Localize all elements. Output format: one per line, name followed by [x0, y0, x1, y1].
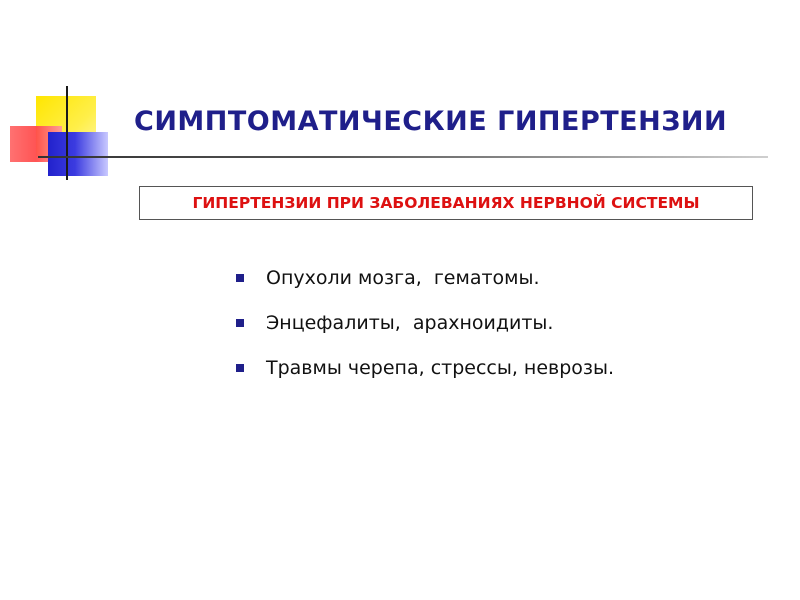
- slide-title: СИМПТОМАТИЧЕСКИЕ ГИПЕРТЕНЗИИ: [134, 106, 728, 137]
- vertical-rule: [66, 86, 68, 180]
- bullet-text: Травмы черепа, стрессы, неврозы.: [266, 357, 615, 379]
- color-blocks-decoration: [0, 0, 140, 190]
- blue-square: [48, 132, 108, 176]
- bullet-text: Энцефалиты, арахноидиты.: [266, 312, 554, 334]
- subtitle-box: [139, 186, 753, 220]
- bullet-text: Опухоли мозга, гематомы.: [266, 267, 540, 289]
- square-bullet-icon: [236, 364, 244, 372]
- list-item: [236, 311, 614, 335]
- square-bullet-icon: [236, 319, 244, 327]
- list-item: [236, 266, 614, 290]
- title-underline: [38, 156, 768, 158]
- slide-subtitle: ГИПЕРТЕНЗИИ ПРИ ЗАБОЛЕВАНИЯХ НЕРВНОЙ СИСТЕМЫ: [192, 194, 700, 212]
- bullet-list: [236, 266, 614, 401]
- square-bullet-icon: [236, 274, 244, 282]
- list-item: [236, 356, 614, 380]
